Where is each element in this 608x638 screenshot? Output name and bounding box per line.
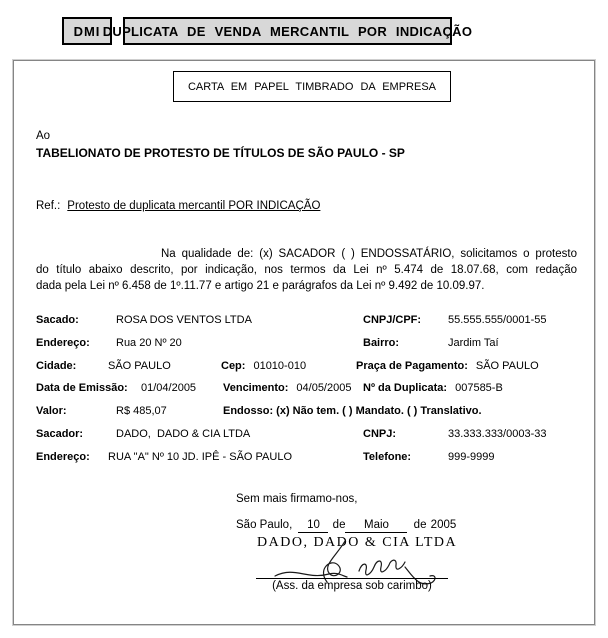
date-day-blank: 10 (298, 519, 328, 533)
signature-line (256, 578, 448, 579)
vencimento-label: Vencimento: (223, 382, 289, 394)
cep-label: Cep: (221, 360, 246, 372)
telefone-value: 999-9999 (448, 451, 495, 463)
sacador-value: DADO, DADO & CIA LTDA (116, 428, 251, 440)
cidade-value: SÃO PAULO (108, 360, 171, 372)
field-row-endereco-sacado (14, 337, 596, 351)
numero-duplicata-label: Nº da Duplicata: (363, 382, 448, 394)
bairro-label: Bairro: (363, 337, 400, 349)
dmi-code-label: DMI (73, 23, 101, 39)
date-de2: de (413, 519, 427, 531)
numero-duplicata-cell (363, 382, 503, 394)
addressee-name: TABELIONATO DE PROTESTO DE TÍTULOS DE SÃO PAULO - SP (36, 146, 405, 160)
cnpj-cpf-value: 55.555.555/0001-55 (448, 314, 547, 326)
cnpj-value: 33.333.333/0003-33 (448, 428, 547, 440)
cep-cell (221, 360, 306, 372)
praca-pagamento-value: SÃO PAULO (475, 360, 539, 372)
date-de1: de (332, 519, 346, 531)
signature-caption: (Ass. da empresa sob carimbo) (272, 580, 432, 592)
date-year: 2005 (430, 519, 457, 531)
valor-label: Valor: (36, 405, 67, 417)
numero-duplicata-value: 007585-B (455, 382, 503, 394)
valediction: Sem mais firmamo-nos, (236, 493, 358, 505)
document-body (13, 60, 595, 625)
date-city: São Paulo, (236, 519, 293, 531)
reference-line (36, 200, 320, 212)
endereco-sacador-value: RUA "A" Nº 10 JD. IPÊ - SÃO PAULO (108, 451, 293, 463)
paragraph-line: do título abaixo descrito, por indicação, nos termos da Lei nº 5.474 de 18.07.68, com redação (36, 264, 577, 276)
company-name: DADO, DADO & CIA LTDA (257, 535, 458, 550)
field-row-sacador (14, 428, 596, 442)
reference-text: Protesto de duplicata mercantil POR INDICAÇÃO (67, 200, 321, 212)
vencimento-cell (223, 382, 351, 394)
paragraph-line: dada pela Lei nº 6.458 de 1º.11.77 e artigo 21 e parágrafos da Lei nº 9.492 de 10.09.97. (36, 280, 485, 292)
sacador-label: Sacador: (36, 428, 84, 440)
document-title-box (102, 17, 473, 45)
praca-pagamento-label: Praça de Pagamento: (356, 360, 468, 372)
letterhead-note: CARTA EM PAPEL TIMBRADO DA EMPRESA (187, 80, 436, 93)
cidade-label: Cidade: (36, 360, 77, 372)
body-paragraph (36, 246, 577, 294)
data-emissao-label: Data de Emissão: (36, 382, 128, 394)
vencimento-value: 04/05/2005 (296, 382, 352, 394)
field-row-datas (14, 382, 596, 396)
field-row-endereco-sacador (14, 451, 596, 465)
telefone-label: Telefone: (363, 451, 412, 463)
date-month-blank: Maio (345, 519, 407, 533)
document-title: DUPLICATA DE VENDA MERCANTIL POR INDICAÇÃO (102, 23, 473, 39)
field-row-valor (14, 405, 596, 419)
field-row-cidade (14, 360, 596, 374)
cnpj-label: CNPJ: (363, 428, 397, 440)
paragraph-line: Na qualidade de: (x) SACADOR ( ) ENDOSSATÁRIO, solicitamos o protesto (161, 248, 577, 260)
endereco-sacado-value: Rua 20 Nº 20 (116, 337, 182, 349)
sacado-label: Sacado: (36, 314, 79, 326)
addressee-salutation: Ao (36, 130, 51, 142)
cnpj-cpf-label: CNPJ/CPF: (363, 314, 422, 326)
endereco-sacador-label: Endereço: (36, 451, 90, 463)
endereco-sacado-label: Endereço: (36, 337, 90, 349)
letterhead-note-box (173, 71, 451, 102)
endosso-text: Endosso: (x) Não tem. ( ) Mandato. ( ) Translativo. (223, 405, 482, 417)
data-emissao-value: 01/04/2005 (141, 382, 197, 394)
cep-value: 01010-010 (253, 360, 307, 372)
sacado-value: ROSA DOS VENTOS LTDA (116, 314, 252, 326)
valor-value: R$ 485,07 (116, 405, 167, 417)
reference-label: Ref.: (36, 200, 61, 212)
bairro-value: Jardim Taí (448, 337, 499, 349)
date-line (236, 519, 456, 533)
field-row-sacado (14, 314, 596, 328)
praca-pagamento-cell (356, 360, 539, 372)
